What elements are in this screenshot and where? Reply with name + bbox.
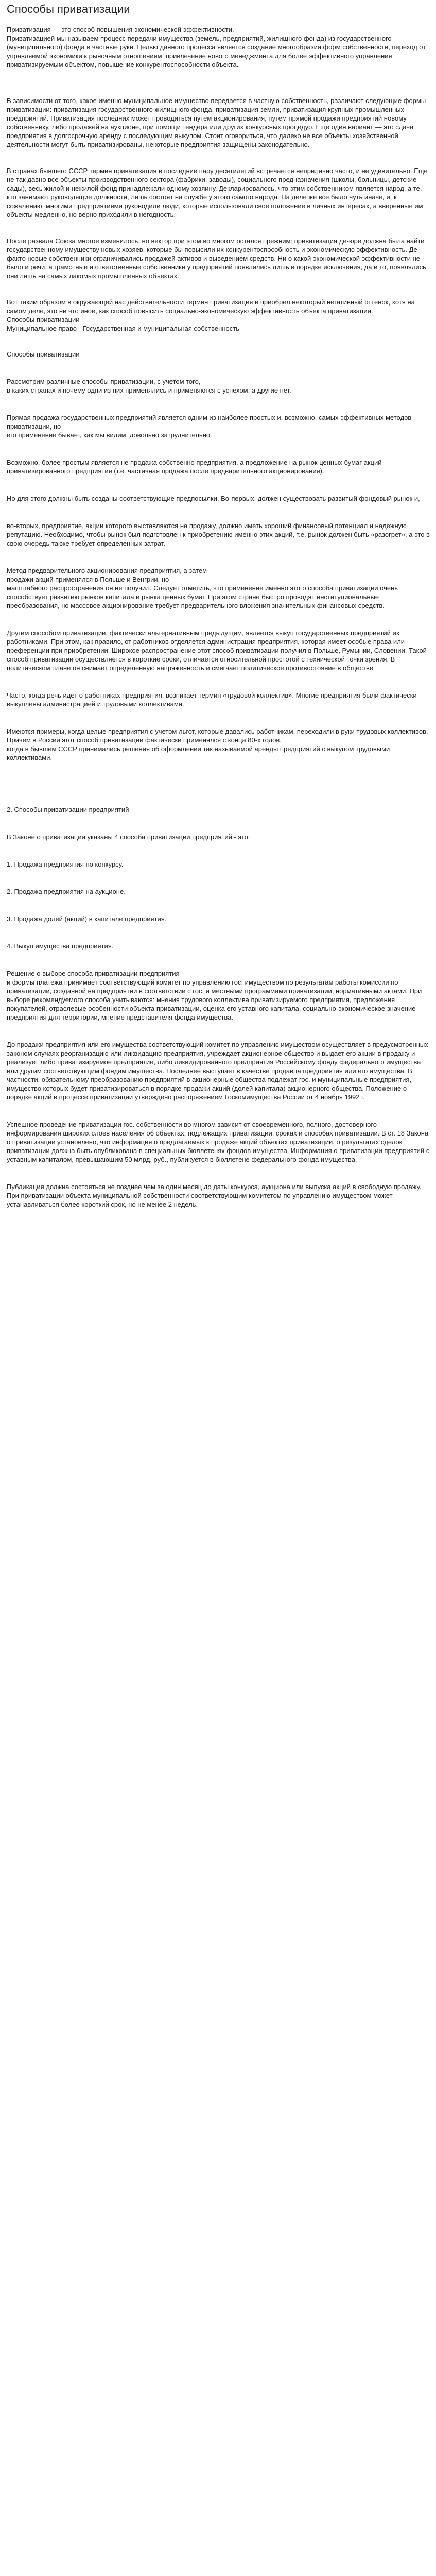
paragraph: Прямая продажа государственных предприятий является одним из наиболее простых и, возможно, самых эффективных методов приватизации, но его применение бывает, как мы видим, довольно затруднительно. [7, 414, 412, 439]
paragraph: Рассмотрим различные способы приватизации, с учетом того, в каких странах и почему одни из них применялись и применяются с успехом, а другие нет. [7, 378, 291, 394]
paragraph: Метод предварительного акционирования предприятия, а затем продажи акций применялся в Польше и Венгрии, но масштабного распространения он не получил. Следует отметить, что применение именно этого способа приватизации очень способствует развитию рынков капитала и рынка ценных бумаг. При этом стране быстро проводят институциональные преобразования, но массовое акционирование требует предварительного вложения значительных финансовых средств. [7, 567, 398, 609]
document-page [0, 0, 436, 1209]
list-item: 1. Продажа предприятия по конкурсу. [7, 860, 124, 868]
paragraph: Вот таким образом в окружающей нас действительности термин приватизация и приобрел некоторый негативный оттенок, хотя на самом деле, это ни что иное, как способ повысить социально-экономическую эффективность объекта приватизации. Способы приватизации Муниципальное право - Государственная и муниципальная собственность [7, 298, 415, 332]
list-item: 2. Продажа предприятия на аукционе. [7, 888, 126, 895]
paragraph: В зависимости от того, какое именно муниципальное имущество передается в частную собственность, различают следующие формы приватизации: приватизация государственного жилищного фонда, приватизация земли, приватизация крупных промышленных предприятий. Приватизация последних может проводиться путем акционирования, путем прямой продажи предприятий новому собственнику, либо продажей на аукционе, при помощи тендера или других конкурсных процедур. Еще один вариант — это сдача предприятия в долгосрочную аренду с последующим выкупом. Стоит оговориться, что далеко не все объекты хозяйственной деятельности могут быть приватизированы, некоторые предприятия защищены законодательно. [7, 97, 426, 148]
paragraph: После развала Союза многое изменилось, но вектор при этом во многом остался прежним: приватизация де-юре должна была найти государственному имуществу новых хозяев, которые бы повысили их конкурентоспособность и экономическую эффективность. Де-факто новые собственники ограничивались продажей активов и выведением средств. Ни о какой экономической эффективности не было и речи, а грамотные и ответственные собственники у предприятий появлялись лишь в порядке исключения, да и то, появлялись они лишь на самых лакомых промышленных объектах. [7, 237, 426, 280]
paragraph: Но для этого должны быть созданы соответствующие предпосылки. Во-первых, должен существовать развитый фондовый рынок и, [7, 495, 420, 502]
section-heading: 2. Способы приватизации предприятий [7, 806, 129, 814]
paragraph: Другим способом приватизации, фактически альтернативным предыдущим, является выкуп государственных предприятий их работниками. При этом, как правило, от работников отделяется администрация предприятия, которая имеет особые права или преференции при приобретении. Широкое распространение этот способ приватизации получил в Польше, Румынии, Словении. Такой способ приватизации осуществляется в короткие сроки, отличается относительной простотой с технической точки зрения. В политическом плане он снимает определенную напряженность и смягчает политическое противостояние в обществе. [7, 629, 427, 672]
paragraph: В странах бывшего СССР термин приватизация в последние пару десятилетий встречается неприлично часто, и не удивительно. Еще не так давно все объекты производственного сектора (фабрики, заводы), социального предназначения (школы, больницы, детские сады), весь жилой и нежилой фонд принадлежали одному хозяину. Декларировалось, что этим собственником является народ, а те, кто занимают руководящие должности, лишь состоят на службе у этого самого народа. На деле же все было чуть иначе, и, к сожалению, многими предприятиями руководили люди, которые использовали свое положение в личных интересах, а вверенные им объекты медленно, но верно приходили в негодность. [7, 167, 428, 218]
paragraph: Часто, когда речь идет о работниках предприятия, возникает термин «трудовой коллектив». Многие предприятия были фактически выкуплены администрацией и трудовыми коллективами. [7, 691, 417, 708]
paragraph: во-вторых, предприятие, акции которого выставляются на продажу, должно иметь хороший финансовый потенциал и надежную репутацию. Необходимо, чтобы рынок был подготовлен к приобретению именно этих акций, т.е. рынок должен быть «разогрет», а это в свою очередь также требует определенных затрат. [7, 522, 430, 547]
paragraph: Решение о выборе способа приватизации предприятия и формы платежа принимает соответствующий комитет по управлению гос. имуществом по результатам работы комиссии по приватизации, созданной на предприятии в соответствии с гос. и местными программами приватизации, нормативными актами. При выборе рекомендуемого способа учитываются: мнения трудового коллектива приватизируемого предприятия, предложения покупателей, отраслевые особенности объекта приватизации, оценка его уставного капитала, социально-экономическое значение предприятия для территории, мнение представителя фонда имущества. [7, 970, 422, 1021]
list-item: 4. Выкуп имущества предприятия. [7, 942, 114, 950]
paragraph: Публикация должна состояться не позднее чем за один месяц до даты конкурса, аукциона или выпуска акций в свободную продажу. При приватизации объекта муниципальной собственности соответствующим комитетом по управлению имуществом может устанавливаться более короткий срок, но не менее 2 недель. [7, 1183, 422, 1208]
paragraph: Приватизация — это способ повышения экономической эффективности. Приватизацией мы называем процесс передачи имущества (земель, предприятий, жилищного фонда) из государственного (муниципального) фонда в частные руки. Целью данного процесса является создание многообразия форм собственности, переход от управляемой экономики к рыночным отношениям, привлечение нового менеджмента для более эффективного управления приватизируемым объектом, повышение конкурентоспособности объекта. [7, 26, 426, 69]
paragraph: В Законе о приватизации указаны 4 способа приватизации предприятий - это: [7, 833, 250, 841]
paragraph: До продажи предприятия или его имущества соответствующий комитет по управлению имуществом осуществляет в предусмотренных законом случаях реорганизацию или ликвидацию предприятия, учреждает акционерное общество и выдает его акции в продажу и реализует либо приватизируемое предприятие, либо ликвидированного предприятия Российскому фонду федерального имущества или другим соответствующим фондам имущества. Последнее выступает в качестве продавца предприятия или его имущества. В частности, обязательному преобразованию предприятий в акционерные общества подлежат гос. и муниципальные предприятия, имущество которых будет приватизироваться в порядке продажи акций (долей капитала) акционерного общества. Положение о порядке акций в процессе приватизации утверждено распоряжением Госкомимущества России от 4 ноября 1992 г. [7, 1041, 428, 1101]
section-heading: Способы приватизации [7, 350, 80, 358]
paragraph: Успешное проведение приватизации гос. собственности во многом зависит от своевременного, полного, достоверного информирования широких слоев населения об объектах, подлежащих приватизации, сроках и способах приватизации. В ст. 18 Закона о приватизации установлено, что информация о предлагаемых к продаже акций объектах приватизации, о результатах сделок приватизации должна быть опубликована в специальных бюллетенях фондов имущества. Информация о приватизации предприятий с уставным капиталом, превышающим 50 млрд. руб., публикуется в бюллетене федерального фонда имущества. [7, 1121, 430, 1163]
paragraph: Возможно, более простым является не продажа собственно предприятия, а предложение на рынок ценных бумаг акций приватизированного предприятия (т.е. частичная продажа после предварительного акционирования). [7, 459, 382, 475]
page-title: Способы приватизации [7, 3, 130, 15]
paragraph: Имеются примеры, когда целые предприятия с учетом льгот, которые давались работникам, переходили в руки трудовых коллективов. Причем в России этот способ приватизации фактически применялся с конца 80-х годов, когда в бывшем СССР принимались решения об оформлении так называемой аренды предприятий с выкупом трудовыми коллективами. [7, 727, 428, 761]
list-item: 3. Продажа долей (акций) в капитале предприятия. [7, 915, 167, 923]
